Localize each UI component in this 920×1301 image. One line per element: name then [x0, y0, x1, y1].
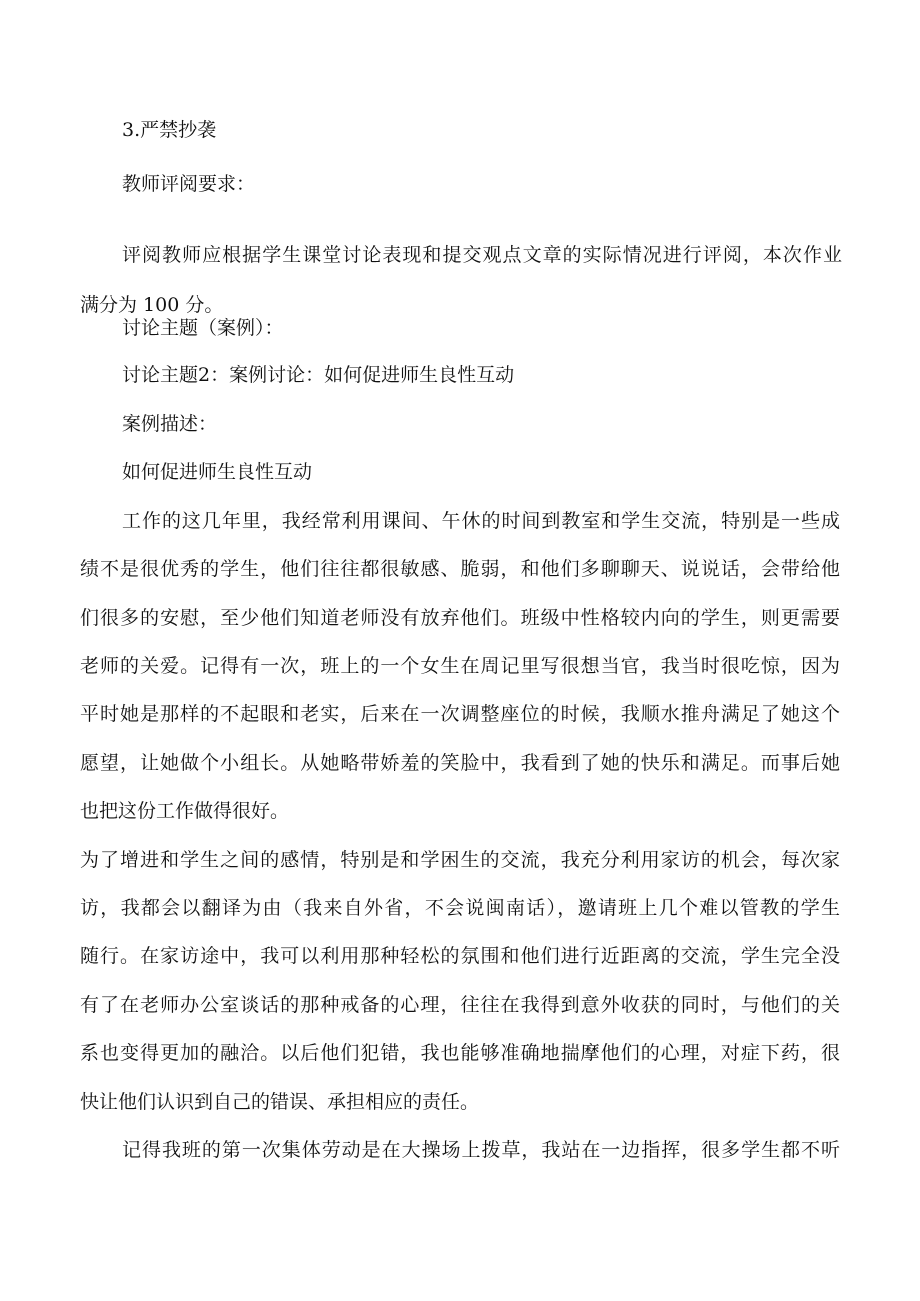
text-line: 们很多的安慰，至少他们知道老师没有放弃他们。班级中性格较内向的学生，则更需要 — [80, 607, 840, 629]
topic-label: 讨论主题（案例）： — [122, 317, 284, 339]
text-line: 为了增进和学生之间的感情，特别是和学困生的交流，我充分利用家访的机会，每次家 — [80, 849, 840, 871]
text-line: 系也变得更加的融洽。以后他们犯错，我也能够准确地揣摩他们的心理，对症下药，很 — [80, 1042, 840, 1064]
text-line: 满分为 100 分。 — [80, 294, 224, 316]
text-line: 有了在老师办公室谈话的那种戒备的心理，往往在我得到意外收获的同时，与他们的关 — [80, 994, 840, 1016]
text-line: 随行。在家访途中，我可以利用那种轻松的氛围和他们进行近距离的交流，学生完全没 — [80, 945, 840, 967]
text-line: 愿望，让她做个小组长。从她略带娇羞的笑脸中，我看到了她的快乐和满足。而事后她 — [80, 752, 840, 774]
case-description-label: 案例描述： — [122, 413, 218, 435]
text-line: 快让他们认识到自己的错误、承担相应的责任。 — [80, 1091, 480, 1113]
text-line: 工作的这几年里，我经常利用课间、午休的时间到教室和学生交流，特别是一些成 — [122, 510, 840, 532]
text-line: 记得我班的第一次集体劳动是在大操场上拨草，我站在一边指挥，很多学生都不听 — [122, 1139, 840, 1161]
topic-title: 讨论主题2：案例讨论：如何促进师生良性互动 — [122, 364, 515, 386]
text-line: 绩不是很优秀的学生，他们往往都很敏感、脆弱，和他们多聊聊天、说说话，会带给他 — [80, 558, 840, 580]
text-line: 也把这份工作做得很好。 — [80, 800, 290, 822]
text-line: 平时她是那样的不起眼和老实，后来在一次调整座位的时候，我顺水推舟满足了她这个 — [80, 703, 840, 725]
teacher-requirements-label: 教师评阅要求： — [122, 173, 256, 195]
case-title: 如何促进师生良性互动 — [122, 461, 313, 483]
rule-heading: 3.严禁抄袭 — [122, 119, 217, 141]
text-line: 老师的关爱。记得有一次，班上的一个女生在周记里写很想当官，我当时很吃惊，因为 — [80, 655, 840, 677]
text-line: 访，我都会以翻译为由（我来自外省，不会说闽南话），邀请班上几个难以管教的学生 — [80, 897, 840, 919]
text-line: 评阅教师应根据学生课堂讨论表现和提交观点文章的实际情况进行评阅，本次作业 — [122, 244, 842, 266]
